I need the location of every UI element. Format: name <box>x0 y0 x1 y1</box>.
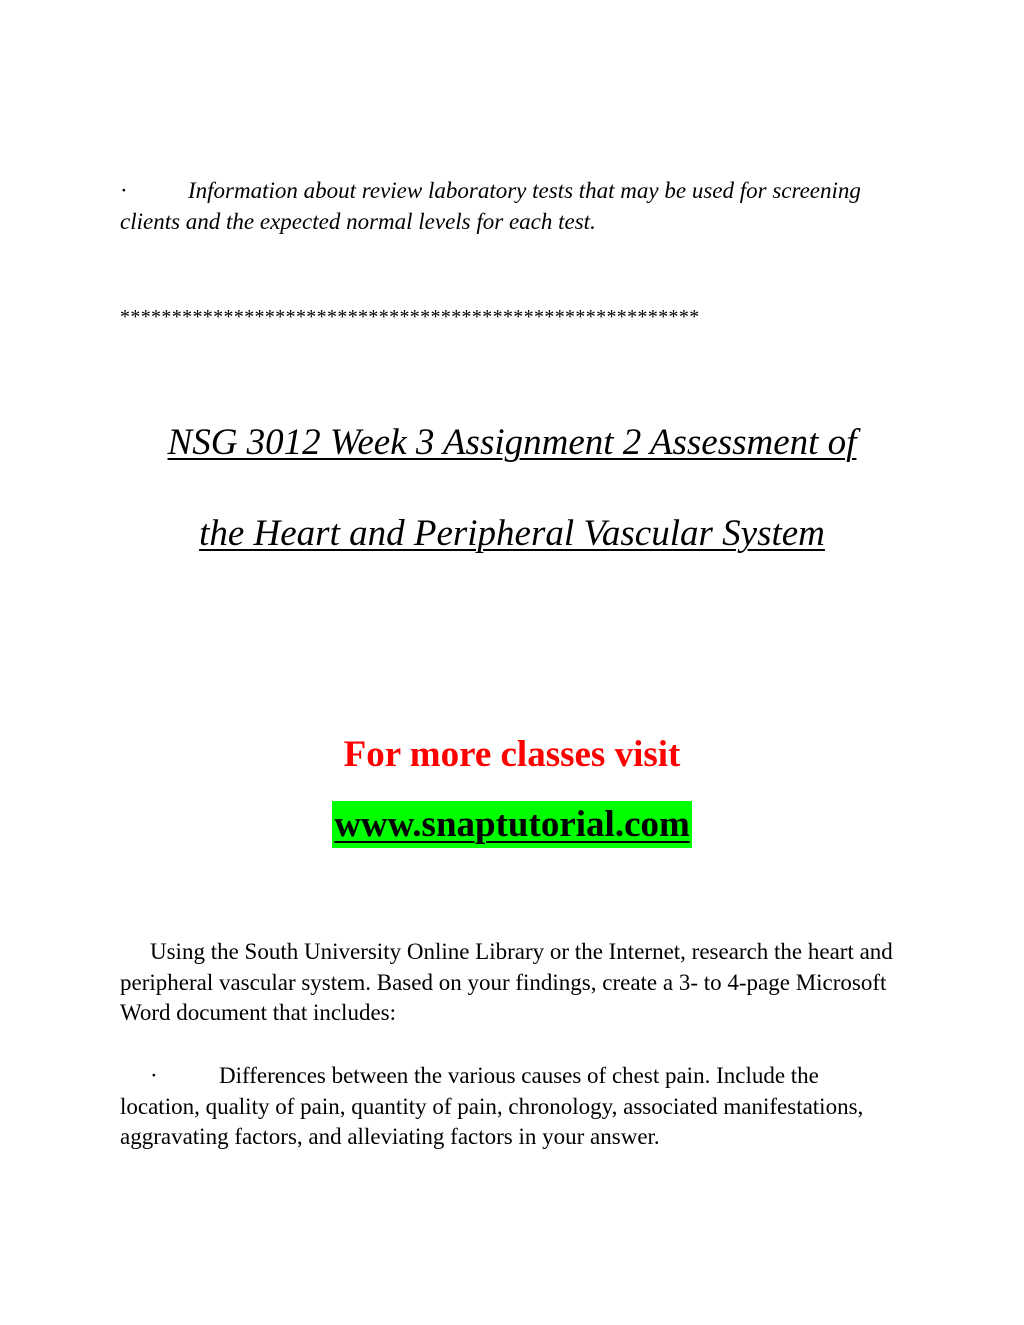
title-text-line-2: the Heart and Peripheral Vascular System <box>199 513 825 554</box>
body-paragraph: Using the South University Online Library or the Internet, research the heart and peripheral vascular system. Based on your findings, create a 3- to 4-page Microsoft Word document that includes: <box>120 939 893 1025</box>
document-title-line-1 <box>0 421 1024 465</box>
body-bullet-text: Differences between the various causes of chest pain. Include the location, quality of pain, quantity of pain, chronology, associated manifestations, aggravating factors, and alleviating factors in your answer. <box>120 1063 864 1149</box>
body-bullet-item <box>120 1061 900 1153</box>
promo-text: For more classes visit <box>343 734 681 775</box>
intro-bullet-text: Information about review laboratory tests that may be used for screening clients and the expected normal levels for each test. <box>120 178 861 234</box>
separator-line: ******************************************************** <box>120 306 700 328</box>
title-text-line-1: NSG 3012 Week 3 Assignment 2 Assessment of <box>167 422 857 463</box>
bullet-marker: · <box>150 1063 158 1088</box>
bullet-marker: · <box>120 178 128 203</box>
snaptutorial-link[interactable]: www.snaptutorial.com <box>332 801 692 848</box>
intro-bullet-item <box>120 176 900 237</box>
document-title-line-2 <box>0 512 1024 556</box>
promo-link-row <box>0 801 1024 848</box>
